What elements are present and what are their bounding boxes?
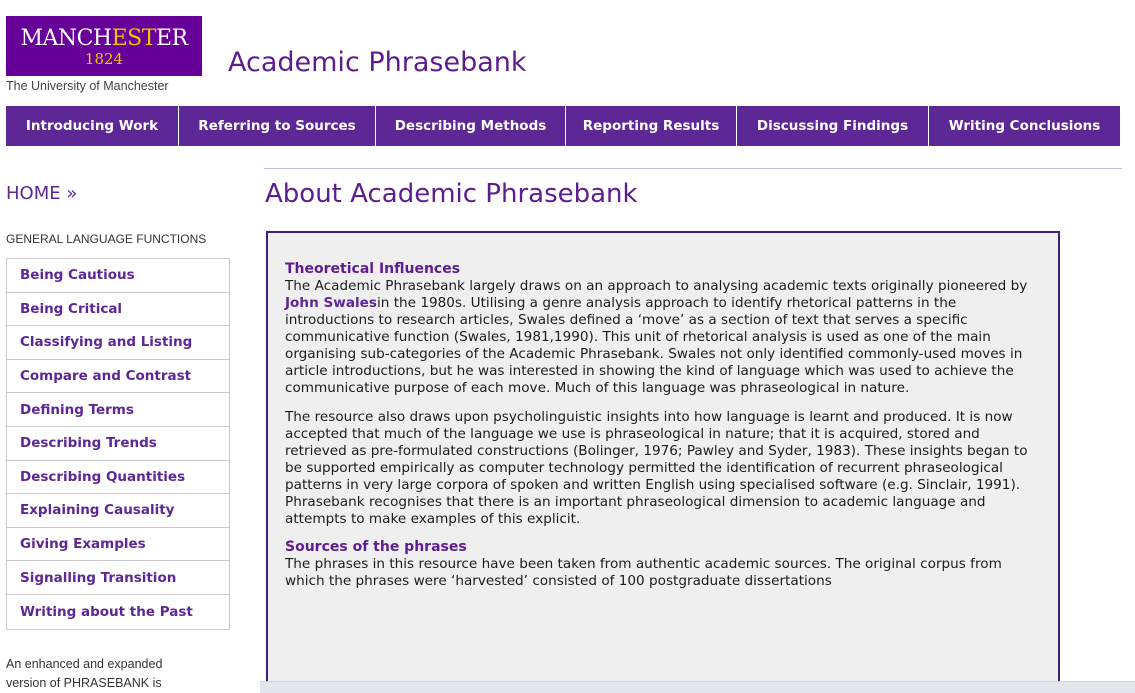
sidebar-note: An enhanced and expanded version of PHRASEBANK is: [6, 657, 163, 690]
logo-box: [6, 16, 202, 76]
logo-subtitle: The University of Manchester: [6, 79, 169, 93]
sidebar-item-giving-examples[interactable]: Giving Examples: [7, 528, 229, 562]
logo-wordmark-b: EST: [111, 26, 156, 51]
sidebar-section-label: GENERAL LANGUAGE FUNCTIONS: [6, 232, 207, 246]
sidebar-item-being-critical[interactable]: Being Critical: [7, 293, 229, 327]
sidebar-item-compare-and-contrast[interactable]: Compare and Contrast: [7, 360, 229, 394]
paragraph-text: The Academic Phrasebank largely draws on an approach to analysing academic texts originally pioneered by: [285, 278, 1028, 294]
sidebar-item-explaining-causality[interactable]: Explaining Causality: [7, 494, 229, 528]
nav-introducing-work[interactable]: Introducing Work: [6, 106, 179, 146]
logo-wordmark-c: ER: [155, 26, 188, 51]
sidebar-item-writing-about-the-past[interactable]: Writing about the Past: [7, 595, 229, 629]
sidebar-item-signalling-transition[interactable]: Signalling Transition: [7, 561, 229, 595]
paragraph-theoretical-1: [285, 278, 1041, 397]
page-title: About Academic Phrasebank: [265, 179, 638, 209]
home-link[interactable]: HOME »: [6, 183, 78, 204]
john-swales-link[interactable]: John Swales: [285, 295, 377, 311]
nav-writing-conclusions[interactable]: Writing Conclusions: [948, 118, 1101, 134]
university-logo[interactable]: [6, 16, 202, 98]
sidebar-item-being-cautious[interactable]: Being Cautious: [7, 259, 229, 293]
logo-year: 1824: [84, 50, 124, 68]
sidebar-item-defining-terms[interactable]: Defining Terms: [7, 393, 229, 427]
divider: [264, 168, 1122, 169]
sidebar-item-describing-trends[interactable]: Describing Trends: [7, 427, 229, 461]
logo-wordmark-a: MANCH: [20, 26, 112, 51]
content-box: [266, 231, 1060, 693]
nav-referring-to-sources[interactable]: Referring to Sources: [179, 106, 376, 146]
logo-wordmark: [6, 26, 202, 51]
paragraph-theoretical-2: The resource also draws upon psycholinguistic insights into how language is learnt and produced. It is now accepted that much of the language we use is phraseological in nature; that it is acquired, stored and retrieved as pre-formulated constructions (Bolinger, 1976; Pawley and Syder, 1983). These insights began to be supported empirically as computer technology permitted the identification of recurrent phraseological patterns in very large corpora of spoken and written English using specialised software (e.g. Sinclair, 1991). Phrasebank recognises that there is an important phraseological dimension to academic language and attempts to make examples of this explicit.: [285, 409, 1028, 527]
sidebar-item-describing-quantities[interactable]: Describing Quantities: [7, 461, 229, 495]
section-heading-sources: Sources of the phrases: [285, 539, 467, 555]
site-title[interactable]: Academic Phrasebank: [228, 47, 527, 78]
nav-reporting-results[interactable]: Reporting Results: [566, 106, 737, 146]
sidebar-item-classifying-and-listing[interactable]: Classifying and Listing: [7, 326, 229, 360]
main-nav: [6, 106, 1120, 146]
nav-discussing-findings[interactable]: Discussing Findings: [737, 106, 929, 146]
paragraph-text: in the 1980s. Utilising a genre analysis approach to identify rhetorical patterns in the introductions to research articles, Swales defined a ‘move’ as a section of text that serves a specific communicative function (Swales, 1981,1990). This unit of rhetorical analysis is used as one of the main organising sub-categories of the Academic Phrasebank. Swales not only identified commonly-used moves in article introductions, but he was interested in showing the kind of language which was used to achieve the communicative purpose of each move. Much of this language was phraseological in nature.: [285, 295, 1023, 396]
nav-describing-methods[interactable]: Describing Methods: [376, 106, 566, 146]
section-heading-theoretical-influences: Theoretical Influences: [285, 261, 461, 277]
horizontal-scrollbar[interactable]: [260, 681, 1135, 693]
paragraph-sources-1: The phrases in this resource have been taken from authentic academic sources. The original corpus from which the phrases were ‘harvested’ consisted of 100 postgraduate dissertations: [285, 556, 1002, 589]
sidebar-list: [6, 258, 230, 630]
